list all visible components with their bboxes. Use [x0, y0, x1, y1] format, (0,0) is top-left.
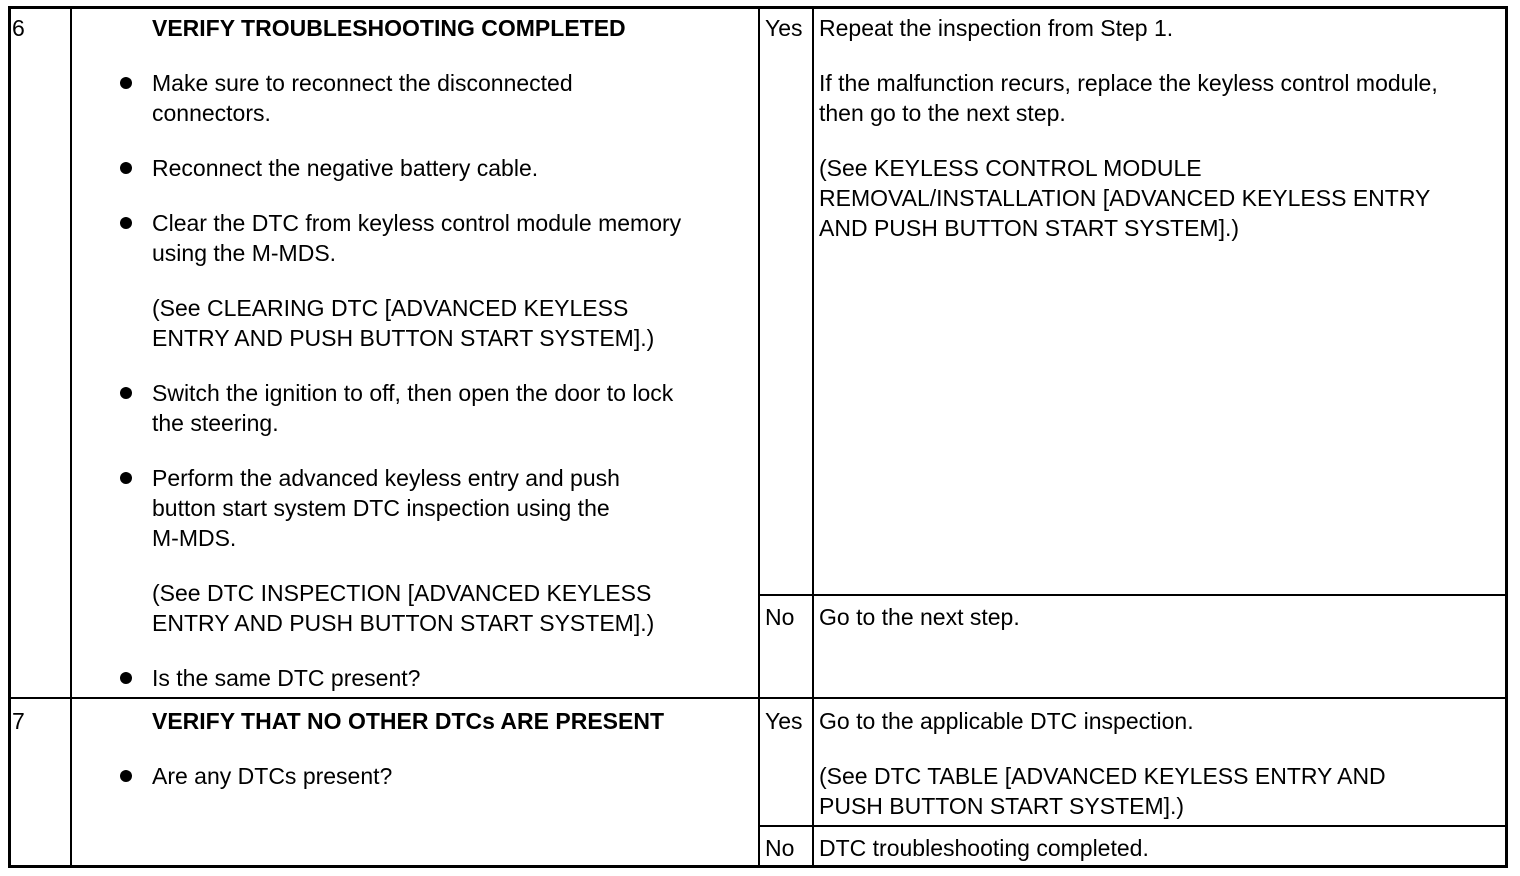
- reference-line: (See CLEARING DTC [ADVANCED KEYLESS: [152, 295, 629, 321]
- bullet-icon: [120, 217, 132, 229]
- column-divider-action: [758, 6, 760, 868]
- step-number: 6: [12, 15, 25, 41]
- result-label-yes: Yes: [765, 15, 803, 41]
- reference-line: ENTRY AND PUSH BUTTON START SYSTEM].): [152, 610, 655, 636]
- reference-line: ENTRY AND PUSH BUTTON START SYSTEM].): [152, 325, 655, 351]
- step-item-line: using the M-MDS.: [152, 240, 337, 266]
- step-item-line: the steering.: [152, 410, 279, 436]
- step-item-line: M-MDS.: [152, 525, 237, 551]
- row-divider-step6-yes-no: [758, 594, 1508, 596]
- step-item-line: Make sure to reconnect the disconnected: [152, 70, 573, 96]
- result-line: Repeat the inspection from Step 1.: [819, 15, 1174, 41]
- column-divider-step: [70, 6, 72, 868]
- result-line: then go to the next step.: [819, 100, 1066, 126]
- step-item-line: Clear the DTC from keyless control module memory: [152, 210, 682, 236]
- result-line: (See KEYLESS CONTROL MODULE: [819, 155, 1202, 181]
- step-title: VERIFY THAT NO OTHER DTCs ARE PRESENT: [152, 708, 665, 734]
- step-item-line: connectors.: [152, 100, 271, 126]
- bullet-icon: [120, 472, 132, 484]
- bullet-icon: [120, 672, 132, 684]
- step-item-line: button start system DTC inspection using the: [152, 495, 610, 521]
- step-item-line: Reconnect the negative battery cable.: [152, 155, 539, 181]
- result-label-no: No: [765, 835, 795, 861]
- bullet-icon: [120, 77, 132, 89]
- step-title: VERIFY TROUBLESHOOTING COMPLETED: [152, 15, 626, 41]
- result-line: Go to the applicable DTC inspection.: [819, 708, 1194, 734]
- result-label-no: No: [765, 604, 795, 630]
- step-number: 7: [12, 708, 25, 734]
- result-line: REMOVAL/INSTALLATION [ADVANCED KEYLESS ENTRY: [819, 185, 1431, 211]
- row-divider-step6-step7: [8, 697, 1508, 699]
- result-line: (See DTC TABLE [ADVANCED KEYLESS ENTRY AND: [819, 763, 1386, 789]
- table-border-right: [1505, 6, 1508, 868]
- result-line: DTC troubleshooting completed.: [819, 835, 1149, 861]
- bullet-icon: [120, 387, 132, 399]
- reference-line: (See DTC INSPECTION [ADVANCED KEYLESS: [152, 580, 652, 606]
- result-line: If the malfunction recurs, replace the keyless control module,: [819, 70, 1438, 96]
- bullet-icon: [120, 770, 132, 782]
- step-item-line: Perform the advanced keyless entry and push: [152, 465, 620, 491]
- table-border-left: [8, 6, 11, 868]
- column-divider-result: [812, 6, 814, 868]
- step-item-line: Are any DTCs present?: [152, 763, 393, 789]
- row-divider-step7-yes-no: [758, 825, 1508, 827]
- bullet-icon: [120, 162, 132, 174]
- result-label-yes: Yes: [765, 708, 803, 734]
- result-line: AND PUSH BUTTON START SYSTEM].): [819, 215, 1240, 241]
- step-item-line: Is the same DTC present?: [152, 665, 421, 691]
- step-item-line: Switch the ignition to off, then open the door to lock: [152, 380, 674, 406]
- result-line: PUSH BUTTON START SYSTEM].): [819, 793, 1185, 819]
- result-line: Go to the next step.: [819, 604, 1020, 630]
